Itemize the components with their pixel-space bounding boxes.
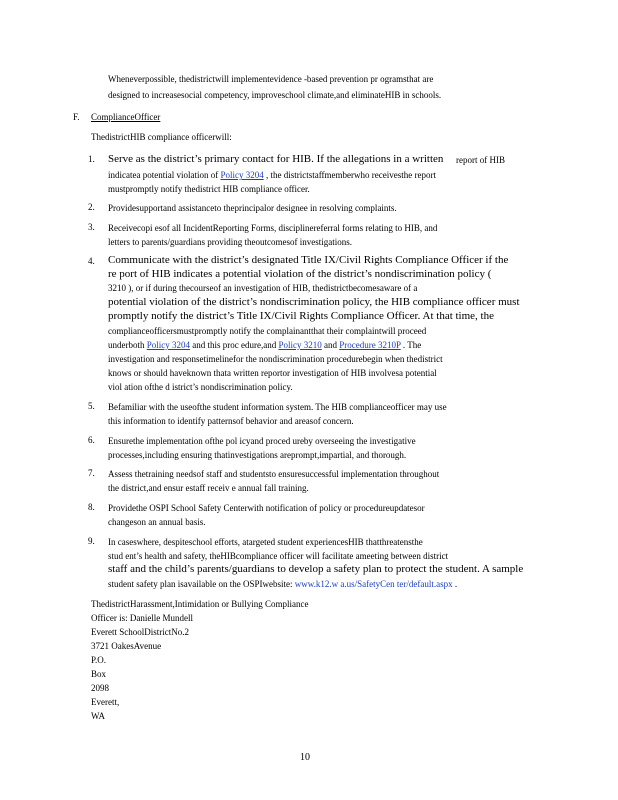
item-4-line-6: complianceofficersmustpromptly notify the complainantthat their complaintwill proceed bbox=[108, 326, 427, 336]
item-4-line-8: investigation and responsetimelinefor the nondiscrimination procedurebegin when thedistrict bbox=[108, 354, 443, 364]
item-1-line-2: indicatea potential violation of Policy 3204 , the districtstaffmemberwho receivesthe report bbox=[108, 170, 437, 180]
item-6-line-1: Ensurethe implementation ofthe pol icyand proced ureby overseeing the investigative bbox=[108, 436, 416, 446]
item-5-line-1: Befamiliar with the useofthe student information system. The HIB complianceofficer may use bbox=[108, 402, 447, 412]
contact-line-9: WA bbox=[91, 711, 105, 721]
item-number: 5. bbox=[88, 401, 95, 411]
item-7-line-2: the district,and ensur estaff receiv e annual fall training. bbox=[108, 483, 309, 493]
item-8-line-2: changeson an annual basis. bbox=[108, 517, 206, 527]
section-title: ComplianceOfficer bbox=[91, 112, 161, 122]
ospi-safety-center-link[interactable]: www.k12.w a.us/SafetyCen ter/default.aspx bbox=[294, 579, 453, 589]
contact-line-1: ThedistrictHarassment,Intimidation or Bullying Compliance bbox=[91, 599, 309, 609]
intro-line-1: Wheneverpossible, thedistrictwill implementevidence -based prevention pr ogramsthat are bbox=[108, 74, 434, 84]
section-letter: F. bbox=[73, 112, 80, 122]
section-lead: ThedistrictHIB compliance officerwill: bbox=[91, 132, 232, 142]
item-4-line-3: 3210 ), or if during thecourseof an investigation of HIB, thedistrictbecomesaware of a bbox=[108, 283, 418, 293]
item-3-line-1: Receivecopi esof all IncidentReporting Forms, disciplinereferral forms relating to HIB, and bbox=[108, 223, 438, 233]
item-4-line-2: re port of HIB indicates a potential violation of the district’s nondiscrimination policy ( bbox=[108, 268, 492, 280]
item-4-line-9: knows or should haveknown thata written reportor investigation of HIB involvesa potential bbox=[108, 368, 437, 378]
item-9-line-4: student safety plan isavailable on the OSPIwebsite: www.k12.w a.us/SafetyCen ter/default.aspx . bbox=[108, 579, 458, 589]
item-number: 2. bbox=[88, 202, 95, 212]
item-number: 9. bbox=[88, 536, 95, 546]
item-9-line-2: stud ent’s health and safety, theHIBcompliance officer will facilitate ameeting between district bbox=[108, 551, 449, 561]
item-8-line-1: Providethe OSPI School Safety Centerwith notification of policy or procedureupdatesor bbox=[108, 503, 425, 513]
page-number: 10 bbox=[300, 752, 310, 763]
item-9-line-1: In caseswhere, despiteschool efforts, atargeted student experiencesHIB thatthreatensthe bbox=[108, 537, 423, 547]
item-number: 3. bbox=[88, 222, 95, 232]
item-5-line-2: this information to identify patternsof behavior and areasof concern. bbox=[108, 416, 354, 426]
contact-line-6: Box bbox=[91, 669, 107, 679]
policy-3204-link[interactable]: Policy 3204 bbox=[220, 170, 264, 180]
intro-line-2: designed to increasesocial competency, improveschool climate,and eliminateHIB in schools. bbox=[108, 90, 442, 100]
policy-3210-link[interactable]: Policy 3210 bbox=[278, 340, 322, 350]
item-9-line-3: staff and the child’s parents/guardians to develop a safety plan to protect the student. A sample bbox=[108, 563, 524, 575]
contact-line-7: 2098 bbox=[91, 683, 109, 693]
contact-line-2: Officer is: Danielle Mundell bbox=[91, 613, 194, 623]
item-4-line-10: viol ation ofthe d istrict’s nondiscrimination policy. bbox=[108, 382, 293, 392]
item-number: 8. bbox=[88, 502, 95, 512]
item-number: 7. bbox=[88, 468, 95, 478]
item-1-extra: report of HIB bbox=[456, 155, 505, 165]
policy-3204-link[interactable]: Policy 3204 bbox=[146, 340, 191, 350]
item-number: 1. bbox=[88, 154, 95, 164]
contact-line-4: 3721 OakesAvenue bbox=[91, 641, 162, 651]
item-4-line-4: potential violation of the district’s nondiscrimination policy, the HIB compliance officer must bbox=[108, 296, 520, 308]
item-6-line-2: processes,including ensuring thatinvestigations areprompt,impartial, and thorough. bbox=[108, 450, 407, 460]
item-4-line-1: Communicate with the district’s designated Title IX/Civil Rights Compliance Officer if the bbox=[108, 254, 509, 266]
contact-line-5: P.O. bbox=[91, 655, 107, 665]
item-2-line-1: Providesupportand assistanceto theprincipalor designee in resolving complaints. bbox=[108, 203, 397, 213]
item-4-line-5: promptly notify the district’s Title IX/Civil Rights Compliance Officer. At that time, the bbox=[108, 310, 494, 322]
procedure-3210p-link[interactable]: Procedure 3210P bbox=[339, 340, 401, 350]
item-3-line-2: letters to parents/guardians providing theoutcomesof investigations. bbox=[108, 237, 352, 247]
item-1-line-3: mustpromptly notify thedistrict HIB compliance officer. bbox=[108, 184, 310, 194]
item-number: 6. bbox=[88, 435, 95, 445]
item-1-line-1: Serve as the district’s primary contact for HIB. If the allegations in a written bbox=[108, 153, 444, 165]
contact-line-8: Everett, bbox=[91, 697, 120, 707]
contact-line-3: Everett SchoolDistrictNo.2 bbox=[91, 627, 189, 637]
item-4-line-7: underboth Policy 3204 and this proc edure,and Policy 3210 and Procedure 3210P . The bbox=[108, 340, 422, 350]
item-7-line-1: Assess thetraining needsof staff and studentsto ensuresuccessful implementation throughout bbox=[108, 469, 440, 479]
item-number: 4. bbox=[88, 256, 95, 266]
